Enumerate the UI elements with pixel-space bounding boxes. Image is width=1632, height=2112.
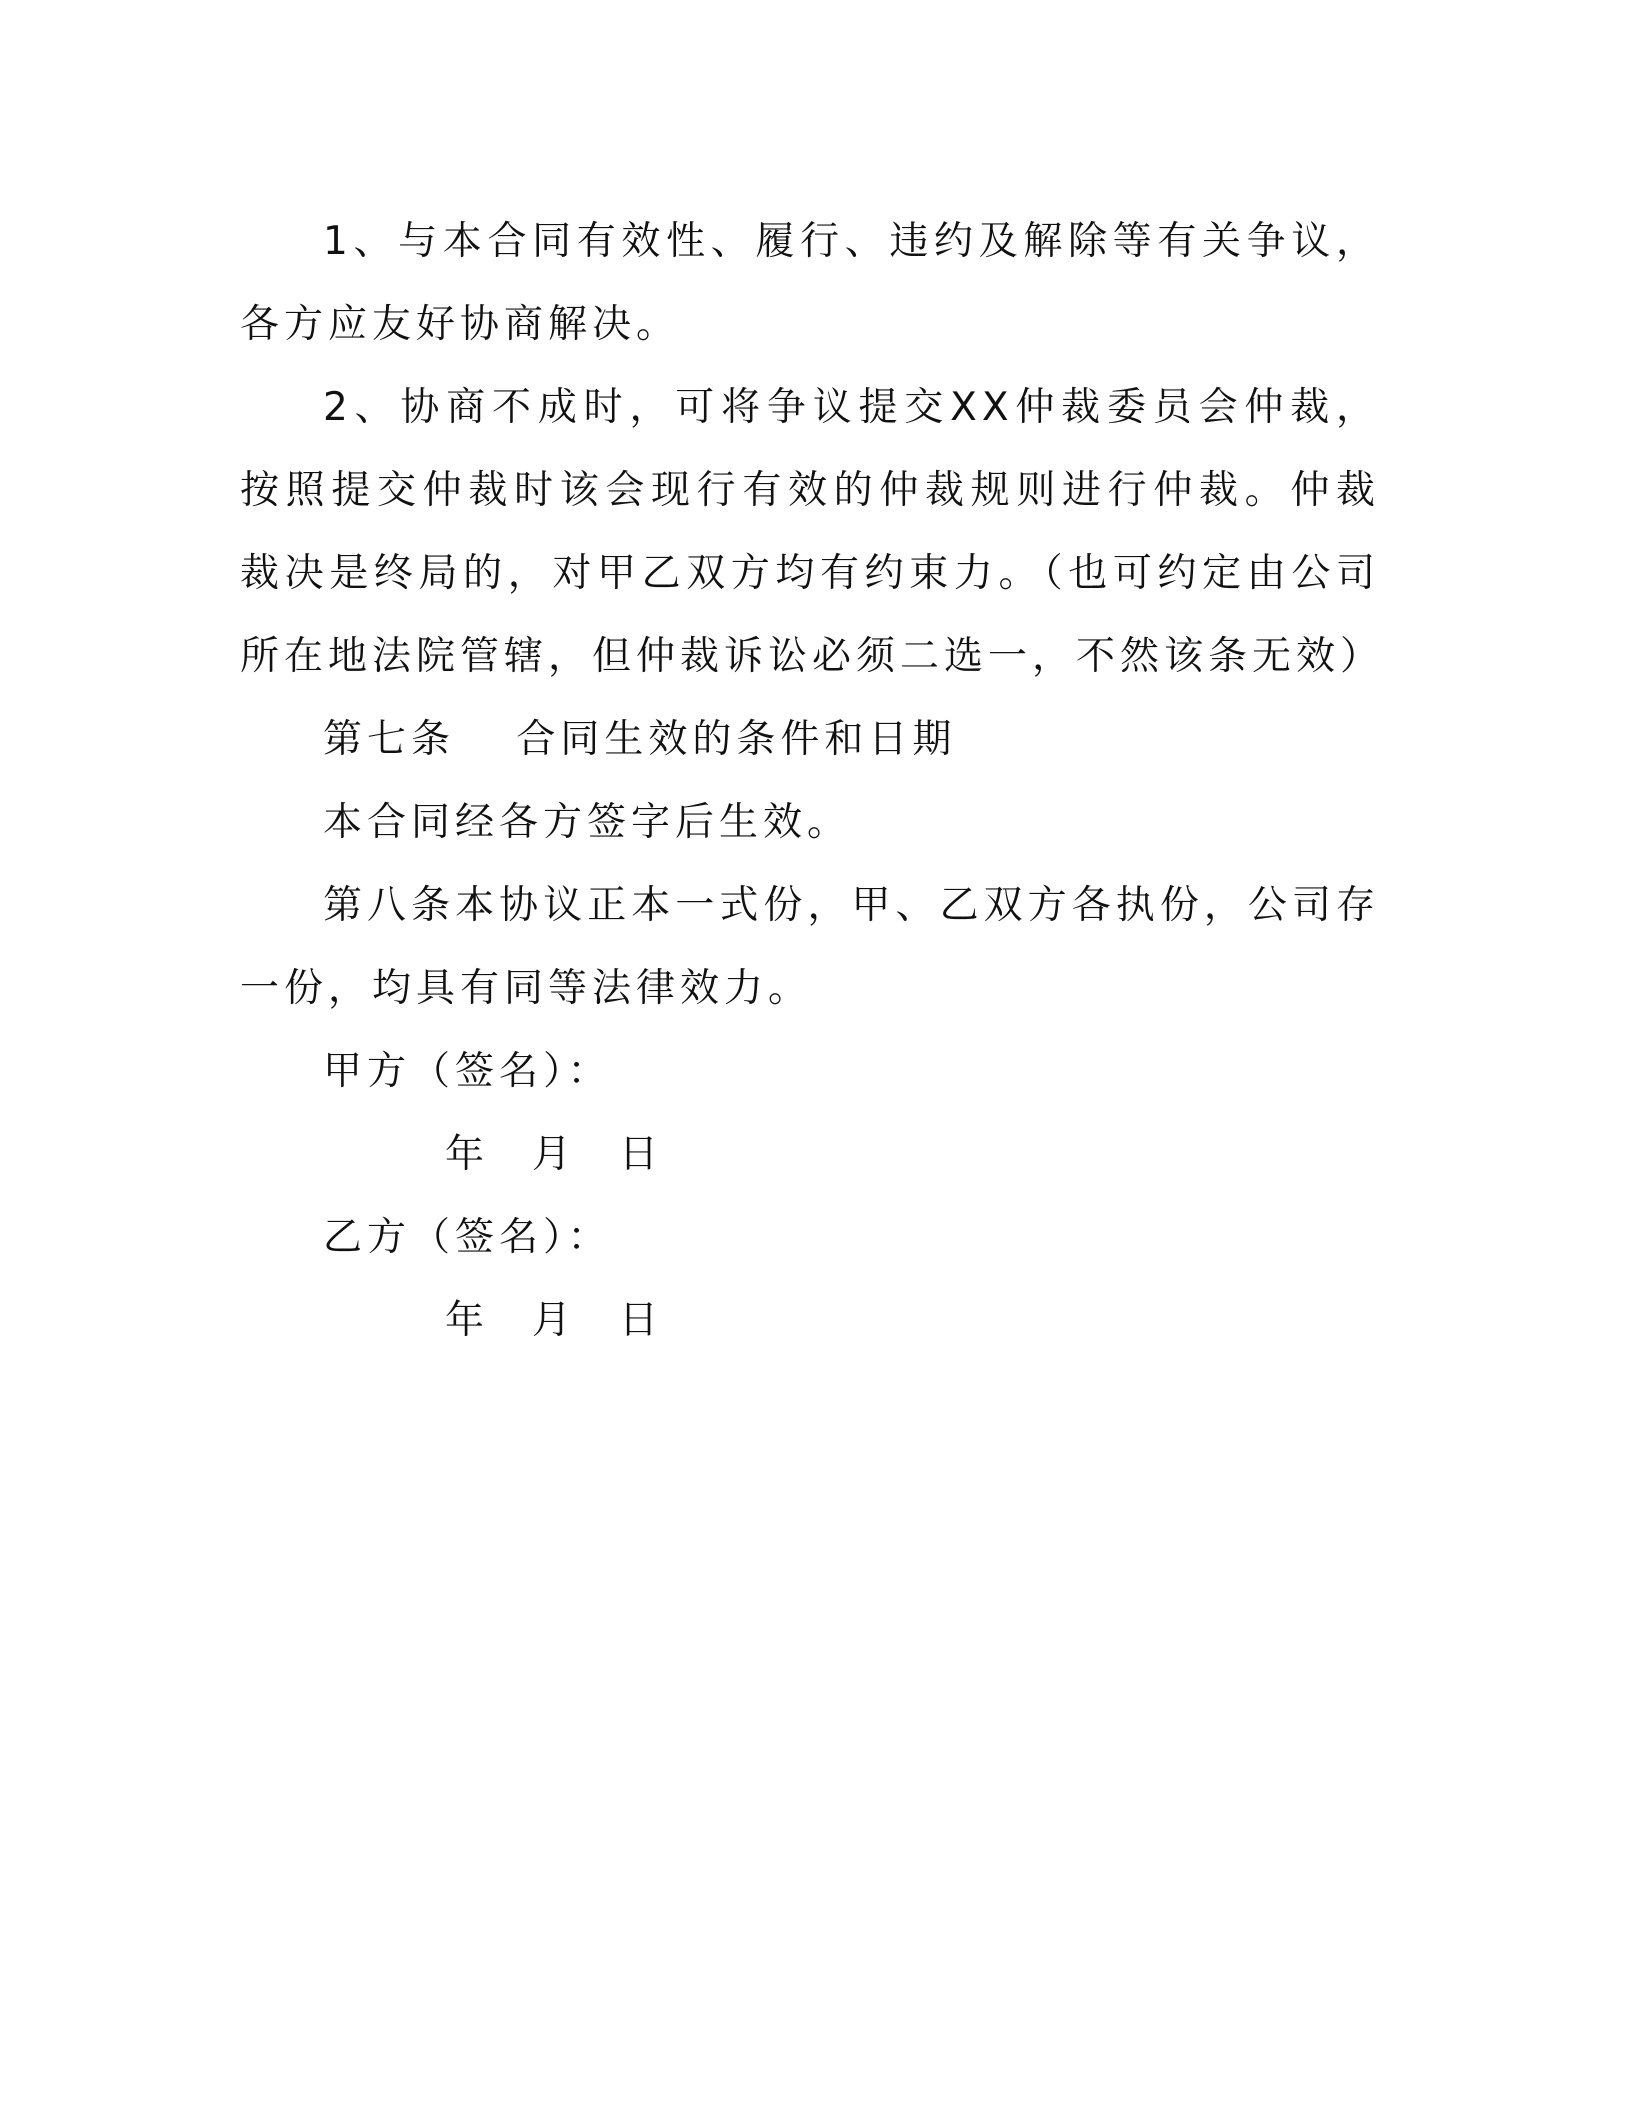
- party-b-date-month: 月: [532, 1298, 572, 1343]
- party-a-date-year: 年: [445, 1132, 485, 1177]
- party-a-date-month: 月: [532, 1132, 572, 1177]
- document-body: [240, 200, 1385, 1362]
- party-a-date-day: 日: [619, 1132, 659, 1177]
- clause-6-item-1: 1、与本合同有效性、履行、违约及解除等有关争议，各方应友好协商解决。: [240, 219, 1380, 347]
- party-a-signature-label: 甲方（签名）：: [323, 1049, 612, 1094]
- party-b-date-line: [240, 1279, 1380, 1362]
- party-b-signature-label: 乙方（签名）：: [323, 1215, 612, 1260]
- clause-8: 第八条本协议正本一式份，甲、乙双方各执份，公司存一份，均具有同等法律效力。: [240, 883, 1380, 1011]
- party-b-date-day: 日: [619, 1298, 659, 1343]
- party-a-date-line: [240, 1113, 1380, 1196]
- clause-7-body: 本合同经各方签字后生效。: [323, 800, 852, 845]
- party-b-date-year: 年: [445, 1298, 485, 1343]
- clause-6-item-2: 2、协商不成时，可将争议提交XX仲裁委员会仲裁，按照提交仲裁时该会现行有效的仲裁规则进行仲裁。仲裁裁决是终局的，对甲乙双方均有约束力。（也可约定由公司所在地法院管辖，但仲裁诉讼必须二选一，不然该条无效）: [240, 385, 1385, 679]
- clause-7-heading: 第七条 合同生效的条件和日期: [323, 717, 957, 762]
